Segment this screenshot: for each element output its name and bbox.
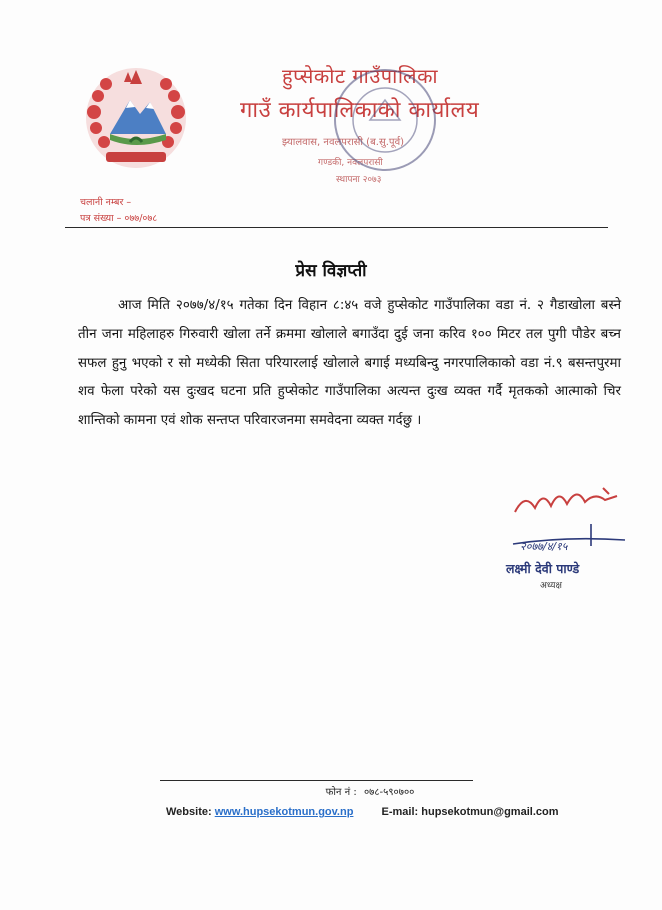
email-value[interactable]: hupsekotmun@gmail.com (421, 806, 559, 818)
document-body (78, 292, 621, 436)
body-paragraph: आज मिति २०७७/४/१५ गतेका दिन विहान ८:४५ वजे हुप्सेकोट गाउँपालिका वडा नं. २ गैडाखोला बस्ने तीन जना महिलाहरु गिरुवारी खोला तर्ने क्रममा खोलाले बगाउँदा दुई जना करिव १०० मिटर तल पुगी पौडेर बच्न सफल हुनु भएको र सो मध्येकी सिता परियारलाई खोलाले बगाई मध्यबिन्दु नगरपालिकाको वडा नं.९ बसन्तपुरमा शव फेला परेको यस दुःखद घटना प्रति हुप्सेकोट गाउँपालिका अत्यन्त दुःख व्यक्त गर्दै मृतकको आत्माको चिर शान्तिको कामना एवं शोक सन्तप्त परिवारजनमा समवेदना व्यक्त गर्दछु । (78, 298, 621, 429)
office-stamp-icon (330, 65, 440, 175)
office-name: हुप्सेकोट गाउँपालिका (282, 64, 439, 88)
footer-phone (0, 784, 662, 798)
signature-date: २०७७/४/१५ (520, 540, 568, 553)
phone-value: ०७८-५९०७०० (363, 787, 415, 798)
dispatch-number: चलानी नम्बर – (80, 197, 132, 208)
office-established: स्थापना २०७३ (336, 175, 382, 185)
email-label: E-mail: (381, 806, 419, 818)
signatory-name: लक्ष्मी देवी पाण्डे (506, 561, 580, 576)
phone-label: फोन नं : (325, 787, 357, 798)
document-title: प्रेस विज्ञप्ती (295, 261, 367, 281)
office-title: गाउँ कार्यपालिकाको कार्यालय (240, 98, 480, 123)
office-address: झ्यालवास, नवलपरासी (ब.सु.पूर्व) (282, 137, 405, 148)
footer-divider (160, 780, 473, 781)
signatory-role: अध्यक्ष (540, 581, 562, 591)
website-label: Website: (166, 806, 212, 818)
header-divider (65, 227, 608, 228)
nepal-emblem-icon (80, 62, 192, 174)
office-province: गण्डकी, नवलपरासी (318, 158, 383, 168)
letter-number: पत्र संख्या – ०७७/०७८ (80, 213, 158, 224)
website-link[interactable]: www.hupsekotmun.gov.np (214, 806, 354, 818)
footer-contacts (166, 806, 559, 818)
